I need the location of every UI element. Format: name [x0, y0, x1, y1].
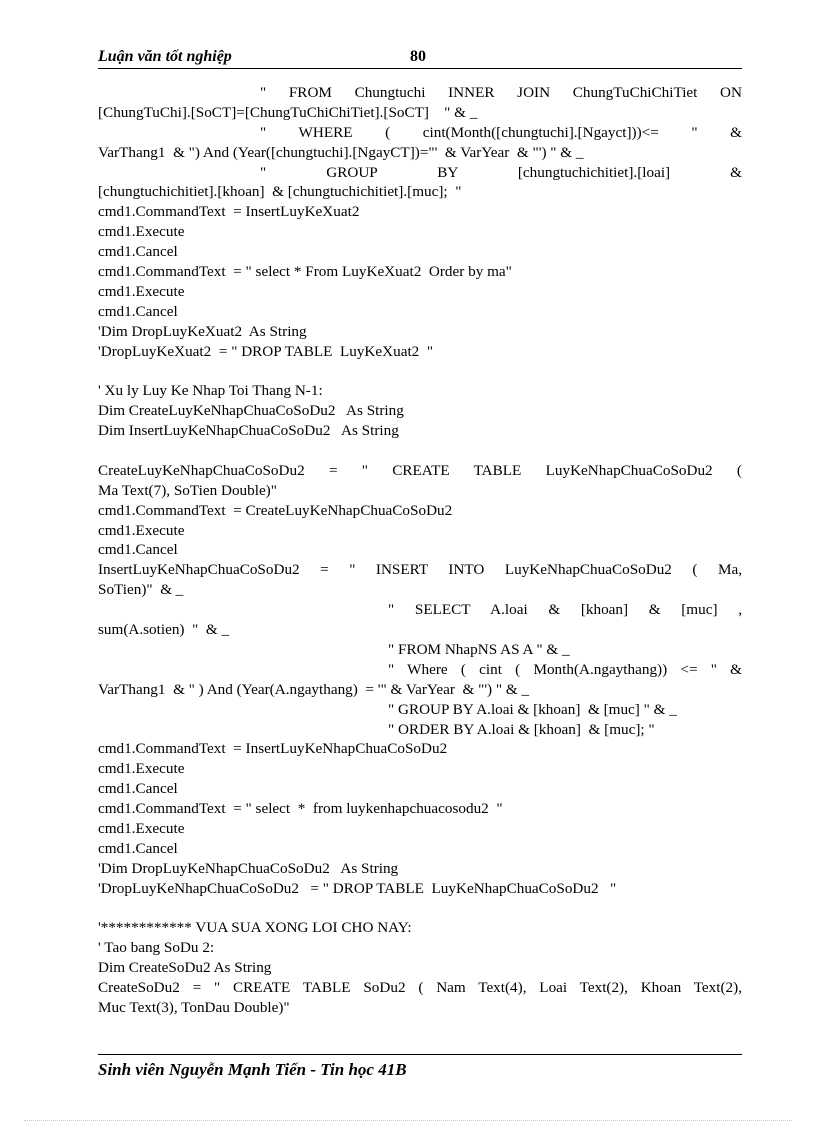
code-line: " GROUP BY A.loai & [khoan] & [muc] " & _: [388, 700, 677, 718]
code-line: " Where ( cint ( Month(A.ngaythang)) <= " &: [388, 660, 742, 678]
code-line: cmd1.Execute: [98, 819, 185, 837]
code-line: Dim InsertLuyKeNhapChuaCoSoDu2 As String: [98, 422, 399, 440]
code-line: Dim CreateSoDu2 As String: [98, 959, 272, 977]
blank-line: [98, 899, 742, 919]
code-line: 'Dim DropLuyKeNhapChuaCoSoDu2 As String: [98, 859, 399, 877]
header-title: Luận văn tốt nghiệp: [98, 48, 232, 65]
code-line: cmd1.Execute: [98, 282, 185, 300]
code-line: Ma Text(7), SoTien Double)": [98, 481, 277, 499]
code-line: cmd1.CommandText = " select * From LuyKeXuat2 Order by ma": [98, 263, 512, 281]
code-line: 'DropLuyKeNhapChuaCoSoDu2 = " DROP TABLE LuyKeNhapChuaCoSoDu2 ": [98, 879, 617, 897]
code-line: ' Xu ly Luy Ke Nhap Toi Thang N-1:: [98, 382, 323, 400]
code-line: CreateSoDu2 = " CREATE TABLE SoDu2 ( Nam Text(4), Loai Text(2), Khoan Text(2),: [98, 979, 742, 997]
code-line: [chungtuchichitiet].[khoan] & [chungtuchichitiet].[muc]; ": [98, 183, 462, 201]
code-line: " WHERE ( cint(Month([chungtuchi].[Ngayct]))<= " &: [260, 123, 742, 141]
document-body: [98, 83, 742, 1018]
code-line: " GROUP BY [chungtuchichitiet].[loai] &: [260, 163, 742, 181]
code-line: " FROM NhapNS AS A " & _: [388, 640, 570, 658]
footer-text: Sinh viên Nguyễn Mạnh Tiến - Tin học 41B: [98, 1060, 407, 1079]
code-line: sum(A.sotien) " & _: [98, 621, 230, 639]
code-line: " SELECT A.loai & [khoan] & [muc] ,: [388, 601, 742, 619]
code-line: cmd1.Cancel: [98, 243, 178, 261]
code-line: cmd1.Cancel: [98, 541, 178, 559]
page-number: 80: [410, 48, 426, 65]
code-line: InsertLuyKeNhapChuaCoSoDu2 = " INSERT INTO LuyKeNhapChuaCoSoDu2 ( Ma,: [98, 561, 742, 579]
code-line: " FROM Chungtuchi INNER JOIN ChungTuChiChiTiet ON: [260, 84, 742, 101]
code-line: cmd1.CommandText = CreateLuyKeNhapChuaCoSoDu2: [98, 501, 453, 519]
code-line: cmd1.Cancel: [98, 302, 178, 320]
code-line: cmd1.Cancel: [98, 839, 178, 857]
code-line: cmd1.CommandText = InsertLuyKeNhapChuaCoSoDu2: [98, 740, 448, 758]
code-line: " ORDER BY A.loai & [khoan] & [muc]; ": [388, 720, 655, 738]
code-line: [ChungTuChi].[SoCT]=[ChungTuChiChiTiet].[SoCT] " & _: [98, 103, 478, 121]
code-line: Dim CreateLuyKeNhapChuaCoSoDu2 As String: [98, 402, 404, 420]
code-line: VarThang1 & ") And (Year([chungtuchi].[NgayCT])="' & VarYear & "') " & _: [98, 143, 584, 161]
code-line: cmd1.Execute: [98, 223, 185, 241]
code-line: CreateLuyKeNhapChuaCoSoDu2 = " CREATE TABLE LuyKeNhapChuaCoSoDu2 (: [98, 461, 742, 479]
code-line: ' Tao bang SoDu 2:: [98, 939, 215, 957]
code-line: cmd1.Cancel: [98, 780, 178, 798]
page-header: [98, 46, 742, 69]
page-footer: [98, 1054, 742, 1080]
blank-line: [98, 441, 742, 461]
code-line: Muc Text(3), TonDau Double)": [98, 998, 290, 1016]
code-line: cmd1.CommandText = InsertLuyKeXuat2: [98, 203, 360, 221]
code-line: cmd1.Execute: [98, 521, 185, 539]
blank-line: [98, 361, 742, 381]
page-edge-divider: [24, 1120, 792, 1121]
code-line: 'DropLuyKeXuat2 = " DROP TABLE LuyKeXuat2 ": [98, 342, 434, 360]
page: [98, 46, 742, 1016]
code-line: cmd1.Execute: [98, 760, 185, 778]
code-line: cmd1.CommandText = " select * from luykenhapchuacosodu2 ": [98, 800, 503, 818]
code-line: 'Dim DropLuyKeXuat2 As String: [98, 322, 307, 340]
code-line: '************ VUA SUA XONG LOI CHO NAY:: [98, 919, 412, 937]
code-line: VarThang1 & " ) And (Year(A.ngaythang) = '" & VarYear & "') " & _: [98, 680, 530, 698]
code-line: SoTien)" & _: [98, 581, 184, 599]
